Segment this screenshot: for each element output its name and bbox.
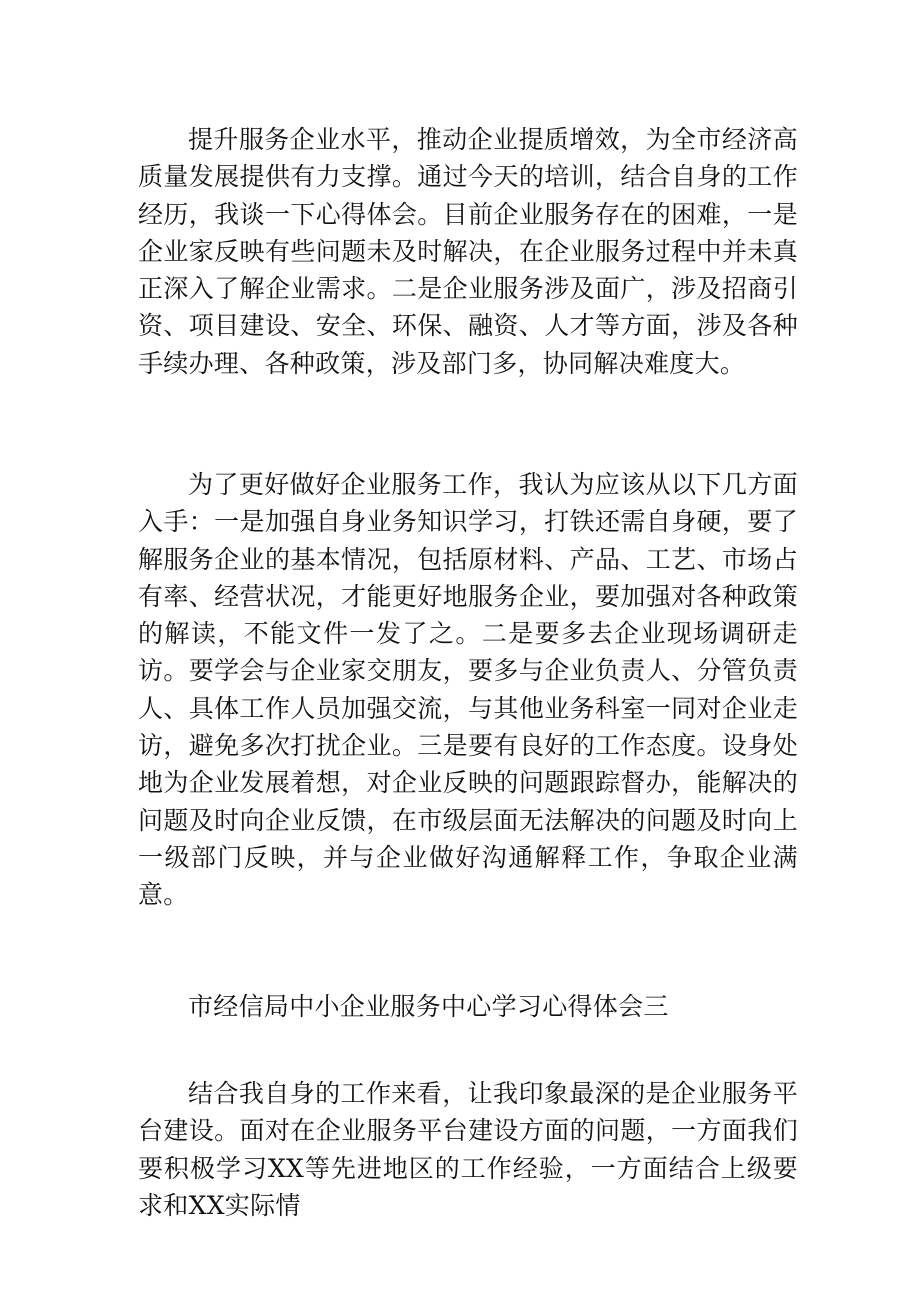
body-paragraph-3 — [138, 1075, 798, 1224]
heading-text: 市经信局中小企业服务中心学习心得体会三 — [188, 992, 669, 1021]
body-paragraph-2 — [138, 466, 798, 914]
paragraph-text: 为了更好做好企业服务工作，我认为应该从以下几方面入手：一是加强自身业务知识学习，打铁还需自身硬，要了解服务企业的基本情况，包括原材料、产品、工艺、市场占有率、经营状况，才能更好地服务企业，要加强对各种政策的解读，不能文件一发了之。二是要多去企业现场调研走访。要学会与企业家交朋友，要多与企业负责人、分管负责人、具体工作人员加强交流，与其他业务科室一同对企业走访，避免多次打扰企业。三是要有良好的工作态度。设身处地为企业发展着想，对企业反映的问题跟踪督办，能解决的问题及时向企业反馈，在市级层面无法解决的问题及时向上一级部门反映，并与企业做好沟通解释工作，争取企业满意。 — [138, 470, 798, 910]
paragraph-text: 结合我自身的工作来看，让我印象最深的是企业服务平台建设。面对在企业服务平台建设方面的问题，一方面我们要积极学习XX等先进地区的工作经验，一方面结合上级要求和XX实际情 — [138, 1079, 798, 1220]
body-paragraph-1 — [138, 121, 798, 382]
section-heading — [138, 988, 798, 1025]
paragraph-text: 提升服务企业水平，推动企业提质增效，为全市经济高质量发展提供有力支撑。通过今天的培训，结合自身的工作经历，我谈一下心得体会。目前企业服务存在的困难，一是企业家反映有些问题未及时解决，在企业服务过程中并未真正深入了解企业需求。二是企业服务涉及面广，涉及招商引资、项目建设、安全、环保、融资、人才等方面，涉及各种手续办理、各种政策，涉及部门多，协同解决难度大。 — [138, 125, 798, 378]
